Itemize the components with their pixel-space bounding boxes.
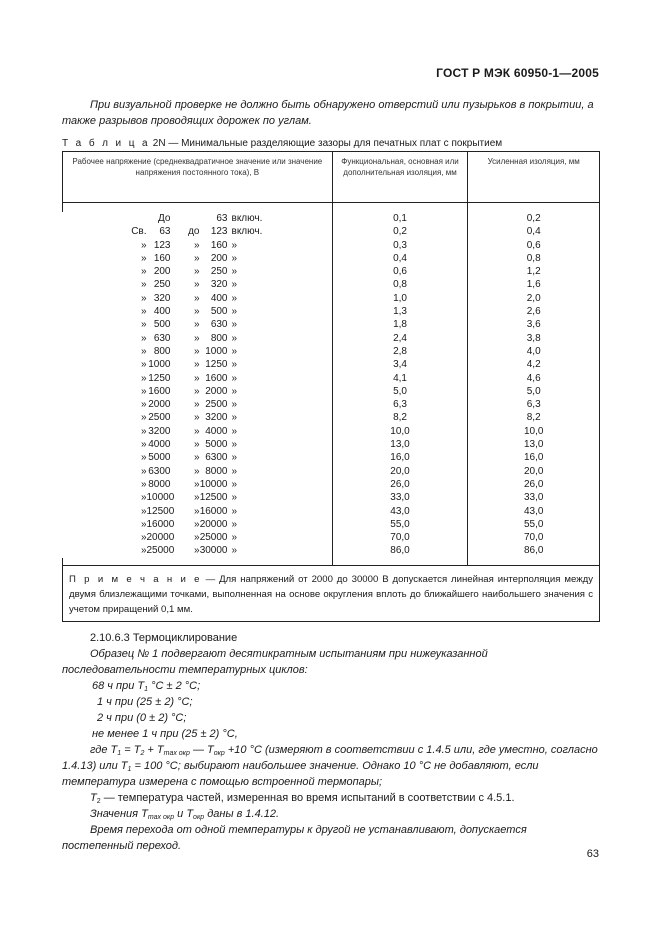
range-from: 25000 (146, 545, 175, 557)
range-to: 12500 (199, 492, 228, 504)
voltage-range (63, 212, 333, 225)
table-body (63, 203, 600, 558)
range-to: 1000 (205, 345, 228, 357)
header-reinforced-insulation: Усиленная изоляция, мм (468, 152, 600, 203)
range-separator: » (193, 266, 200, 278)
functional-clearance: 1,3 (332, 305, 468, 318)
table-note (63, 565, 600, 621)
table-row (63, 278, 600, 291)
range-suffix: » (231, 399, 238, 411)
range-suffix: » (231, 332, 238, 344)
range-separator: » (193, 252, 200, 264)
range-prefix: » (140, 319, 147, 331)
table-header-row (63, 152, 600, 203)
voltage-range (63, 518, 333, 531)
range-prefix: » (140, 239, 147, 251)
section-body (62, 630, 600, 854)
section-title: 2.10.6.3 Термоциклирование (90, 632, 238, 644)
voltage-range (63, 265, 333, 278)
section-paragraph-1: Образец № 1 подвергают десятикратным испытаниям при нижеуказанной последовательности температурных циклов: (62, 648, 488, 676)
range-prefix: » (140, 452, 147, 464)
range-prefix: » (140, 545, 147, 557)
table-row (63, 518, 600, 531)
functional-clearance: 1,8 (332, 318, 468, 331)
reinforced-clearance: 3,6 (468, 318, 600, 331)
functional-clearance: 5,0 (332, 385, 468, 398)
voltage-range (63, 505, 333, 518)
range-to: 63 (216, 213, 228, 224)
range-separator: » (193, 505, 200, 517)
reinforced-clearance: 6,3 (468, 398, 600, 411)
table-row (63, 225, 600, 238)
header-functional-insulation: Функциональная, основная или дополнительная изоляция, мм (332, 152, 468, 203)
range-prefix: » (140, 492, 147, 504)
table-row (63, 332, 600, 345)
range-suffix: » (231, 385, 238, 397)
range-to: 1600 (205, 372, 228, 384)
voltage-range (63, 318, 333, 331)
range-from: 250 (153, 279, 171, 291)
range-to: 16000 (199, 505, 228, 517)
range-separator: » (193, 239, 200, 251)
range-suffix: » (231, 292, 238, 304)
range-prefix: » (140, 518, 147, 530)
range-separator: » (193, 465, 200, 477)
range-to: 25000 (199, 532, 228, 544)
range-from: 1250 (148, 372, 171, 384)
voltage-range (63, 478, 333, 491)
functional-clearance: 1,0 (332, 292, 468, 305)
reinforced-clearance: 4,0 (468, 345, 600, 358)
reinforced-clearance: 2,0 (468, 292, 600, 305)
range-prefix: » (140, 345, 147, 357)
range-from: 1000 (148, 359, 171, 371)
range-separator: » (193, 399, 200, 411)
reinforced-clearance: 2,6 (468, 305, 600, 318)
voltage-range (63, 252, 333, 265)
range-prefix: » (140, 279, 147, 291)
range-suffix: » (231, 345, 238, 357)
range-to: 320 (210, 279, 228, 291)
reinforced-clearance: 13,0 (468, 438, 600, 451)
intro-paragraph: При визуальной проверке не должно быть обнаружено отверстий или пузырьков в покрытии, а также разрывов проводящих дорожек по углам. (62, 99, 594, 127)
range-prefix: » (140, 266, 147, 278)
range-from: 123 (153, 239, 171, 251)
document-header: ГОСТ Р МЭК 60950-1—2005 (436, 66, 599, 80)
range-from: 200 (153, 266, 171, 278)
voltage-range (63, 398, 333, 411)
voltage-range (63, 411, 333, 424)
range-suffix: » (231, 306, 238, 318)
range-suffix: » (231, 532, 238, 544)
voltage-range (63, 465, 333, 478)
range-from: 630 (153, 332, 171, 344)
range-separator: » (193, 306, 200, 318)
voltage-range (63, 305, 333, 318)
functional-clearance: 8,2 (332, 411, 468, 424)
functional-clearance: 16,0 (332, 451, 468, 464)
range-suffix: » (231, 439, 238, 451)
range-from: 160 (153, 252, 171, 264)
range-from: 20000 (146, 532, 175, 544)
range-from: 320 (153, 292, 171, 304)
range-from: 1600 (148, 385, 171, 397)
note-label: П р и м е ч а н и е (69, 573, 202, 585)
table-row (63, 411, 600, 424)
range-to: 1250 (205, 359, 228, 371)
range-prefix: » (140, 372, 147, 384)
range-separator: » (193, 292, 200, 304)
range-prefix: » (140, 292, 147, 304)
functional-clearance: 6,3 (332, 398, 468, 411)
range-from: 10000 (146, 492, 175, 504)
reinforced-clearance: 55,0 (468, 518, 600, 531)
range-suffix: » (231, 545, 238, 557)
range-from: 2500 (148, 412, 171, 424)
range-to: 250 (210, 266, 228, 278)
range-to: 400 (210, 292, 228, 304)
reinforced-clearance: 0,8 (468, 252, 600, 265)
page-number: 63 (586, 848, 599, 860)
range-separator: » (193, 279, 200, 291)
range-from: 5000 (148, 452, 171, 464)
functional-clearance: 10,0 (332, 425, 468, 438)
note-text: — Для напряжений от 2000 до 30000 В допускается линейная интерполяция между двумя близлежащими точками, выполненная на основе округления вплоть до ближайшего наибольшего значения с учетом приращений 0,1 мм. (69, 573, 594, 615)
table-row (63, 252, 600, 265)
range-to: 123 (210, 226, 228, 238)
reinforced-clearance: 4,2 (468, 358, 600, 371)
table-note-row (63, 565, 600, 621)
reinforced-clearance: 1,2 (468, 265, 600, 278)
range-from: 16000 (146, 518, 175, 530)
range-to: 2500 (205, 399, 228, 411)
range-from: 400 (153, 306, 171, 318)
table-row (63, 265, 600, 278)
functional-clearance: 0,2 (332, 225, 468, 238)
table-row (63, 385, 600, 398)
functional-clearance: 33,0 (332, 491, 468, 504)
range-to: 20000 (199, 518, 228, 530)
table-row (63, 358, 600, 371)
table-row (63, 451, 600, 464)
functional-clearance: 0,6 (332, 265, 468, 278)
section-paragraph-2: где $T_1 = T_2 + T_{max окр}$ — $T_{окр} +10$ °C (измеряют в соответствии с 1.4.5 или, где уместно, согласно 1.4.13) или $T_1 = 100$ °C; выбирают наибольшее значение. Однако 10 °C не добавляют, если температура измерена с помощью встроенной термопары; (62, 744, 598, 788)
functional-clearance: 0,8 (332, 278, 468, 291)
range-suffix: включ. (231, 226, 263, 238)
range-to: 500 (210, 306, 228, 318)
functional-clearance: 0,3 (332, 239, 468, 252)
table-row (63, 212, 600, 225)
range-separator: » (193, 372, 200, 384)
range-separator: до (188, 226, 200, 238)
range-prefix: » (140, 399, 147, 411)
range-separator: » (193, 385, 200, 397)
range-prefix: » (140, 532, 147, 544)
table-row (63, 239, 600, 252)
cycle-step-1: 68 ч при $T_1$ °C ± 2 °C; (92, 680, 201, 693)
range-suffix: » (231, 319, 238, 331)
range-separator: » (193, 518, 200, 530)
reinforced-clearance: 0,6 (468, 239, 600, 252)
range-suffix: » (231, 279, 238, 291)
table-row (63, 438, 600, 451)
range-suffix: » (231, 465, 238, 477)
range-separator: » (193, 425, 200, 437)
range-suffix: включ. (231, 213, 263, 224)
range-from: 12500 (146, 505, 175, 517)
range-prefix: » (140, 385, 147, 397)
table-row (63, 345, 600, 358)
range-separator: » (193, 359, 200, 371)
clearance-table (62, 151, 600, 622)
voltage-range (63, 345, 333, 358)
range-to: 3200 (205, 412, 228, 424)
functional-clearance: 70,0 (332, 531, 468, 544)
range-suffix: » (231, 518, 238, 530)
range-prefix: » (140, 465, 147, 477)
range-to: 5000 (205, 439, 228, 451)
range-separator (171, 212, 200, 225)
voltage-range (63, 332, 333, 345)
range-prefix: Св. (131, 226, 147, 238)
voltage-range (63, 544, 333, 557)
functional-clearance: 2,8 (332, 345, 468, 358)
functional-clearance: 13,0 (332, 438, 468, 451)
functional-clearance: 43,0 (332, 505, 468, 518)
range-separator: » (193, 345, 200, 357)
reinforced-clearance: 8,2 (468, 411, 600, 424)
voltage-range (63, 531, 333, 544)
range-suffix: » (231, 492, 238, 504)
reinforced-clearance: 4,6 (468, 372, 600, 385)
range-to: 4000 (205, 425, 228, 437)
range-from: 8000 (148, 478, 171, 490)
range-separator: » (193, 439, 200, 451)
reinforced-clearance: 0,4 (468, 225, 600, 238)
reinforced-clearance: 3,8 (468, 332, 600, 345)
table-row (63, 425, 600, 438)
range-suffix: » (231, 412, 238, 424)
reinforced-clearance: 43,0 (468, 505, 600, 518)
range-separator: » (193, 492, 200, 504)
cycle-step-3: 2 ч при (0 ± 2) °C; (97, 712, 187, 724)
functional-clearance: 3,4 (332, 358, 468, 371)
reinforced-clearance: 16,0 (468, 451, 600, 464)
reinforced-clearance: 5,0 (468, 385, 600, 398)
range-suffix: » (231, 505, 238, 517)
reinforced-clearance: 70,0 (468, 531, 600, 544)
range-to: 10000 (199, 478, 228, 490)
voltage-range (63, 225, 333, 238)
voltage-range (63, 451, 333, 464)
functional-clearance: 20,0 (332, 465, 468, 478)
voltage-range (63, 358, 333, 371)
range-from: 4000 (148, 439, 171, 451)
table-row (63, 531, 600, 544)
range-suffix: » (231, 452, 238, 464)
table-row (63, 398, 600, 411)
table-row (63, 505, 600, 518)
range-prefix (63, 212, 147, 225)
section-paragraph-3: $T_2$ — температура частей, измеренная во время испытаний в соответствии с 4.5.1. (90, 792, 515, 805)
range-separator: » (193, 545, 200, 557)
range-suffix: » (231, 359, 238, 371)
table-caption (62, 138, 502, 149)
reinforced-clearance: 10,0 (468, 425, 600, 438)
table-row (63, 318, 600, 331)
range-suffix: » (231, 239, 238, 251)
range-suffix: » (231, 252, 238, 264)
range-prefix: » (140, 505, 147, 517)
range-prefix: » (140, 478, 147, 490)
range-to: 2000 (205, 385, 228, 397)
cycle-step-2: 1 ч при (25 ± 2) °C; (97, 696, 193, 708)
table-row (63, 305, 600, 318)
voltage-range (63, 372, 333, 385)
table-caption-label: Т а б л и ц а (62, 138, 150, 149)
range-prefix: » (140, 332, 147, 344)
reinforced-clearance: 33,0 (468, 491, 600, 504)
range-prefix: » (140, 425, 147, 437)
range-separator: » (193, 452, 200, 464)
voltage-range (63, 278, 333, 291)
voltage-range (63, 425, 333, 438)
range-prefix: » (140, 306, 147, 318)
functional-clearance: 86,0 (332, 544, 468, 557)
range-suffix: » (231, 425, 238, 437)
range-from: 3200 (148, 425, 171, 437)
functional-clearance: 26,0 (332, 478, 468, 491)
range-to: 160 (210, 239, 228, 251)
table-row (63, 465, 600, 478)
range-separator: » (193, 412, 200, 424)
range-from: 500 (153, 319, 171, 331)
functional-clearance: 55,0 (332, 518, 468, 531)
voltage-range (63, 385, 333, 398)
range-suffix: » (231, 266, 238, 278)
range-separator: » (193, 332, 200, 344)
reinforced-clearance: 20,0 (468, 465, 600, 478)
range-from: 6300 (148, 465, 171, 477)
range-separator: » (193, 478, 200, 490)
functional-clearance: 2,4 (332, 332, 468, 345)
range-separator: » (193, 532, 200, 544)
range-suffix: » (231, 478, 238, 490)
functional-clearance: 0,1 (332, 212, 468, 225)
range-suffix: » (231, 372, 238, 384)
range-prefix: » (140, 412, 147, 424)
range-prefix: » (140, 252, 147, 264)
functional-clearance: 4,1 (332, 372, 468, 385)
reinforced-clearance: 86,0 (468, 544, 600, 557)
cycle-step-4: не менее 1 ч при (25 ± 2) °C, (92, 728, 238, 740)
voltage-range (63, 239, 333, 252)
reinforced-clearance: 26,0 (468, 478, 600, 491)
header-working-voltage: Рабочее напряжение (среднеквадратичное значение или значение напряжения постоянного тока), В (63, 152, 333, 203)
voltage-range (63, 292, 333, 305)
reinforced-clearance: 1,6 (468, 278, 600, 291)
range-to: 8000 (205, 465, 228, 477)
range-to: 200 (210, 252, 228, 264)
table-row (63, 491, 600, 504)
section-paragraph-4: Значения $T_{max окр}$ и $T_{окр}$ даны в 1.4.12. (90, 808, 280, 821)
range-separator: » (193, 319, 200, 331)
voltage-range (63, 438, 333, 451)
table-row (63, 544, 600, 557)
range-from: До (158, 213, 171, 224)
range-prefix: » (140, 359, 147, 371)
functional-clearance: 0,4 (332, 252, 468, 265)
table-row (63, 478, 600, 491)
range-from: 63 (159, 226, 171, 238)
section-paragraph-5: Время перехода от одной температуры к другой не устанавливают, допускается постепенный переход. (62, 824, 527, 852)
range-to: 30000 (199, 545, 228, 557)
voltage-range (63, 491, 333, 504)
range-to: 6300 (205, 452, 228, 464)
range-prefix: » (140, 439, 147, 451)
reinforced-clearance: 0,2 (468, 212, 600, 225)
range-to: 630 (210, 319, 228, 331)
table-caption-text: 2N — Минимальные разделяющие зазоры для печатных плат с покрытием (152, 138, 503, 149)
table-row (63, 292, 600, 305)
range-from: 800 (153, 345, 171, 357)
table-row (63, 372, 600, 385)
range-from: 2000 (148, 399, 171, 411)
range-to: 800 (210, 332, 228, 344)
